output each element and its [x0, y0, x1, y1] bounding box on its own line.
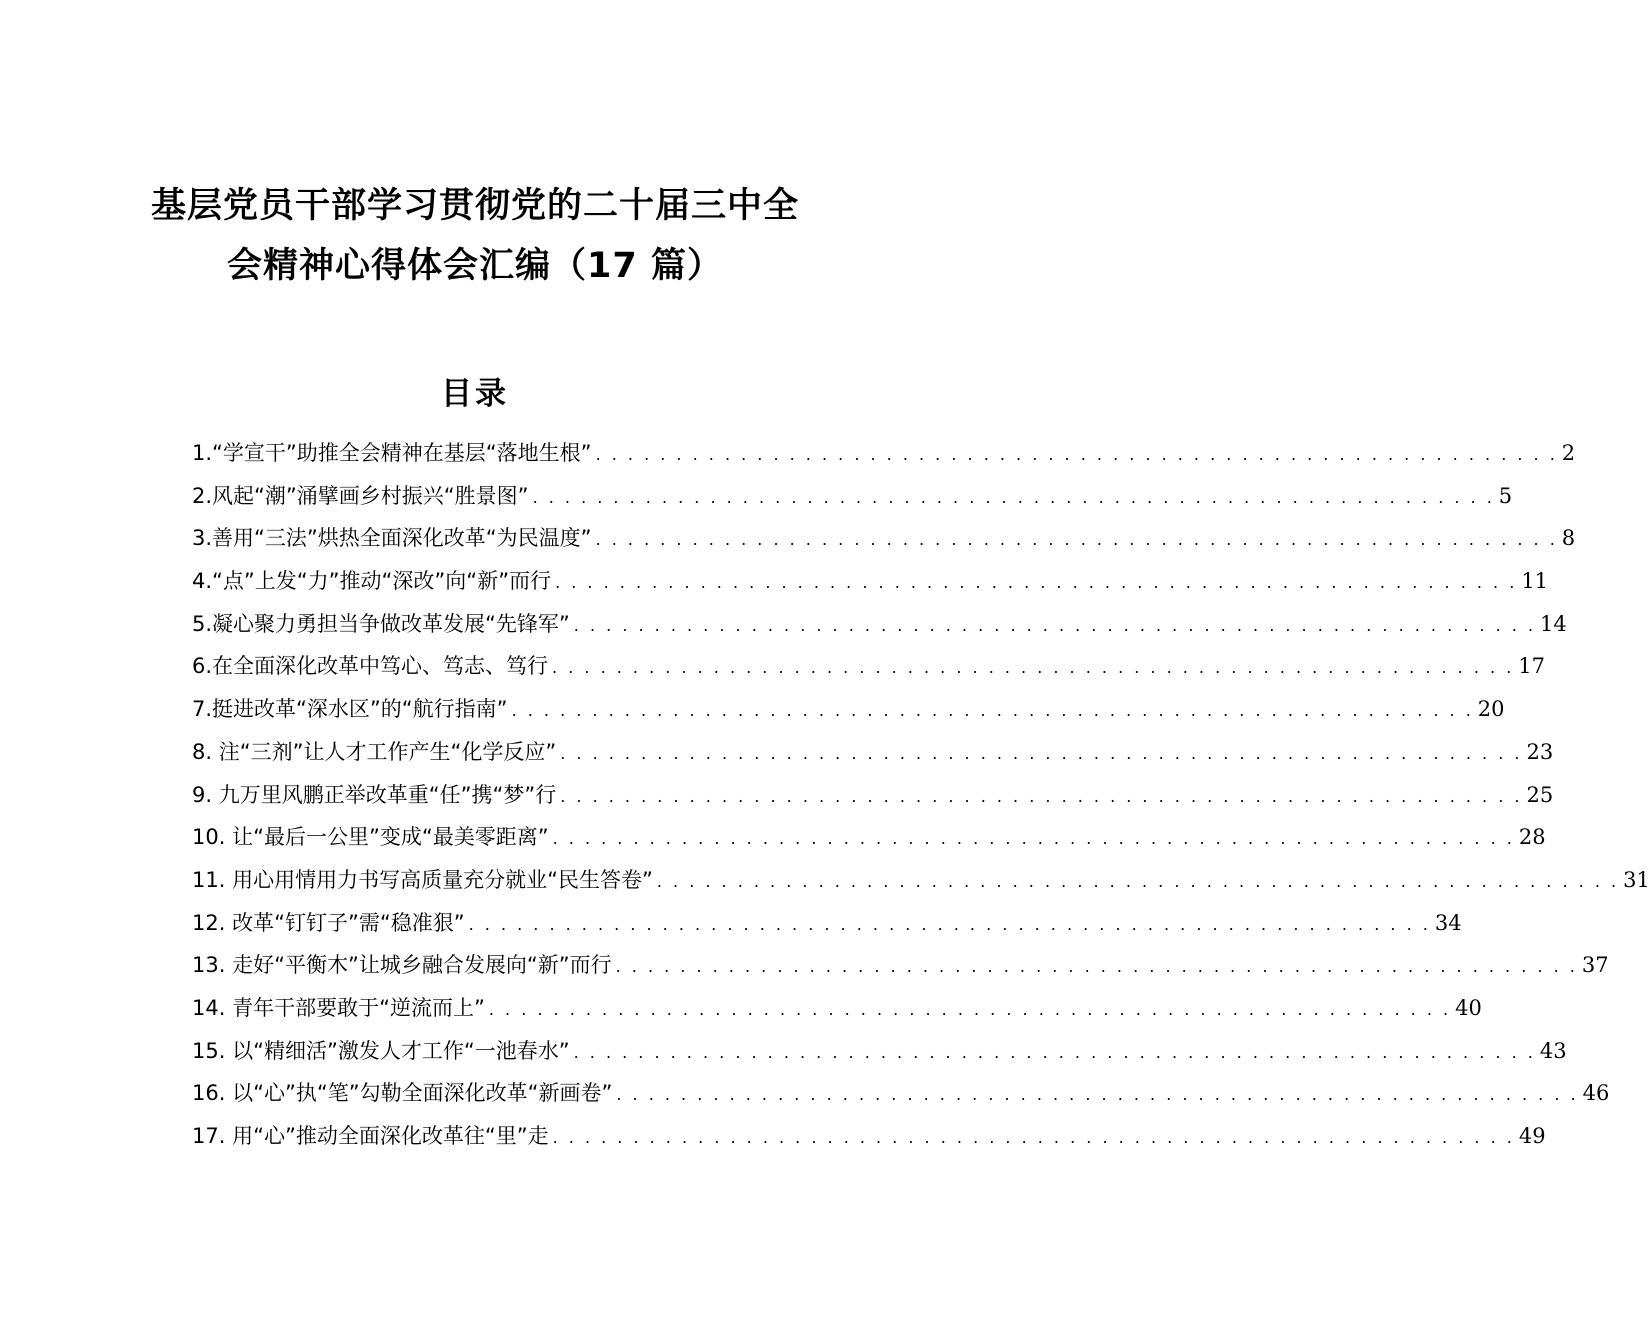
toc-heading: 目录 — [441, 376, 509, 412]
toc-entry[interactable] — [192, 560, 1549, 603]
toc-entry-page: 23 — [1526, 739, 1554, 764]
toc-entry-title: 11. 用心用情用力书写高质量充分就业“民生答卷” — [192, 867, 653, 892]
toc-entry[interactable] — [192, 1030, 1567, 1073]
toc-dot-leader — [574, 605, 1536, 648]
toc-entry-title: 12. 改革“钉钉子”需“稳准狠” — [192, 910, 465, 935]
toc-entry[interactable] — [192, 475, 1513, 518]
toc-entry-title: 9. 九万里风鹏正举改革重“任”携“梦”行 — [192, 782, 557, 807]
table-of-contents — [192, 432, 1650, 1158]
toc-entry-title: 17. 用“心”推动全面深化改革往“里”走 — [192, 1124, 549, 1148]
toc-entry[interactable] — [192, 987, 1482, 1030]
toc-entry[interactable] — [192, 944, 1609, 987]
toc-entry-page: 31 — [1623, 867, 1650, 892]
toc-dot-leader — [533, 477, 1495, 520]
toc-entry-page: 28 — [1518, 825, 1546, 850]
toc-entry-title: 5.凝心聚力勇担当争做改革发展“先锋军” — [192, 611, 570, 636]
toc-entry-title: 10. 让“最后一公里”变成“最美零距离” — [192, 825, 549, 850]
toc-dot-leader — [489, 989, 1451, 1032]
toc-dot-leader — [512, 690, 1474, 733]
toc-entry-page: 43 — [1539, 1038, 1567, 1063]
toc-entry-title: 1.“学宣干”助推全会精神在基层“落地生根” — [192, 441, 592, 465]
toc-entry-page: 34 — [1434, 910, 1462, 935]
toc-entry-title: 2.风起“潮”涌擘画乡村振兴“胜景图” — [192, 483, 529, 508]
toc-entry-title: 3.善用“三法”烘热全面深化改革“为民温度” — [192, 526, 592, 551]
toc-entry-page: 49 — [1518, 1124, 1546, 1148]
toc-dot-leader — [560, 733, 1522, 776]
toc-entry-title: 6.在全面深化改革中笃心、笃志、笃行 — [192, 654, 549, 679]
toc-entry-page: 25 — [1526, 782, 1554, 807]
toc-entry-page: 40 — [1455, 995, 1482, 1020]
toc-entry[interactable] — [192, 432, 1576, 475]
toc-entry[interactable] — [192, 517, 1576, 560]
toc-entry-page: 37 — [1581, 953, 1609, 978]
toc-entry-title: 4.“点”上发“力”推动“深改”向“新”而行 — [192, 569, 552, 594]
toc-entry[interactable] — [192, 774, 1554, 817]
toc-entry-title: 14. 青年干部要敢于“逆流而上” — [192, 995, 485, 1020]
toc-entry[interactable] — [192, 688, 1505, 731]
toc-dot-leader — [657, 861, 1619, 904]
toc-dot-leader — [616, 946, 1578, 989]
toc-entry[interactable] — [192, 603, 1567, 646]
toc-entry[interactable] — [192, 902, 1462, 945]
toc-entry-title: 16. 以“心”执“笔”勾勒全面深化改革“新画卷” — [192, 1081, 613, 1106]
toc-entry[interactable] — [192, 859, 1650, 902]
toc-entry[interactable] — [192, 1115, 1546, 1158]
toc-entry-page: 11 — [1521, 569, 1549, 594]
toc-entry-title: 7.挺进改革“深水区”的“航行指南” — [192, 697, 508, 722]
toc-entry-page: 8 — [1561, 526, 1576, 551]
toc-dot-leader — [469, 904, 1431, 947]
toc-entry-page: 46 — [1582, 1081, 1610, 1106]
toc-dot-leader — [555, 562, 1517, 605]
toc-entry[interactable] — [192, 1072, 1610, 1115]
toc-entry-page: 2 — [1561, 441, 1576, 465]
toc-entry-title: 13. 走好“平衡木”让城乡融合发展向“新”而行 — [192, 953, 612, 978]
toc-dot-leader — [574, 1032, 1536, 1075]
toc-entry-page: 17 — [1518, 654, 1546, 679]
toc-dot-leader — [553, 1117, 1515, 1160]
document-title-line-1: 基层党员干部学习贯彻党的二十届三中全 — [150, 186, 799, 226]
toc-dot-leader — [553, 818, 1515, 861]
toc-entry[interactable] — [192, 731, 1554, 774]
document-title-line-2: 会精神心得体会汇编（17 篇） — [227, 246, 723, 286]
toc-entry[interactable] — [192, 816, 1546, 859]
toc-entry-page: 14 — [1540, 611, 1567, 636]
toc-dot-leader — [596, 519, 1558, 562]
toc-entry-title: 15. 以“精细活”激发人才工作“一池春水” — [192, 1038, 570, 1063]
toc-dot-leader — [596, 434, 1558, 477]
toc-entry[interactable] — [192, 645, 1546, 688]
toc-entry-title: 8. 注“三剂”让人才工作产生“化学反应” — [192, 739, 557, 764]
toc-dot-leader — [552, 647, 1514, 690]
toc-dot-leader — [616, 1074, 1578, 1117]
toc-dot-leader — [560, 776, 1522, 819]
toc-entry-page: 20 — [1477, 697, 1505, 722]
toc-entry-page: 5 — [1498, 483, 1513, 508]
